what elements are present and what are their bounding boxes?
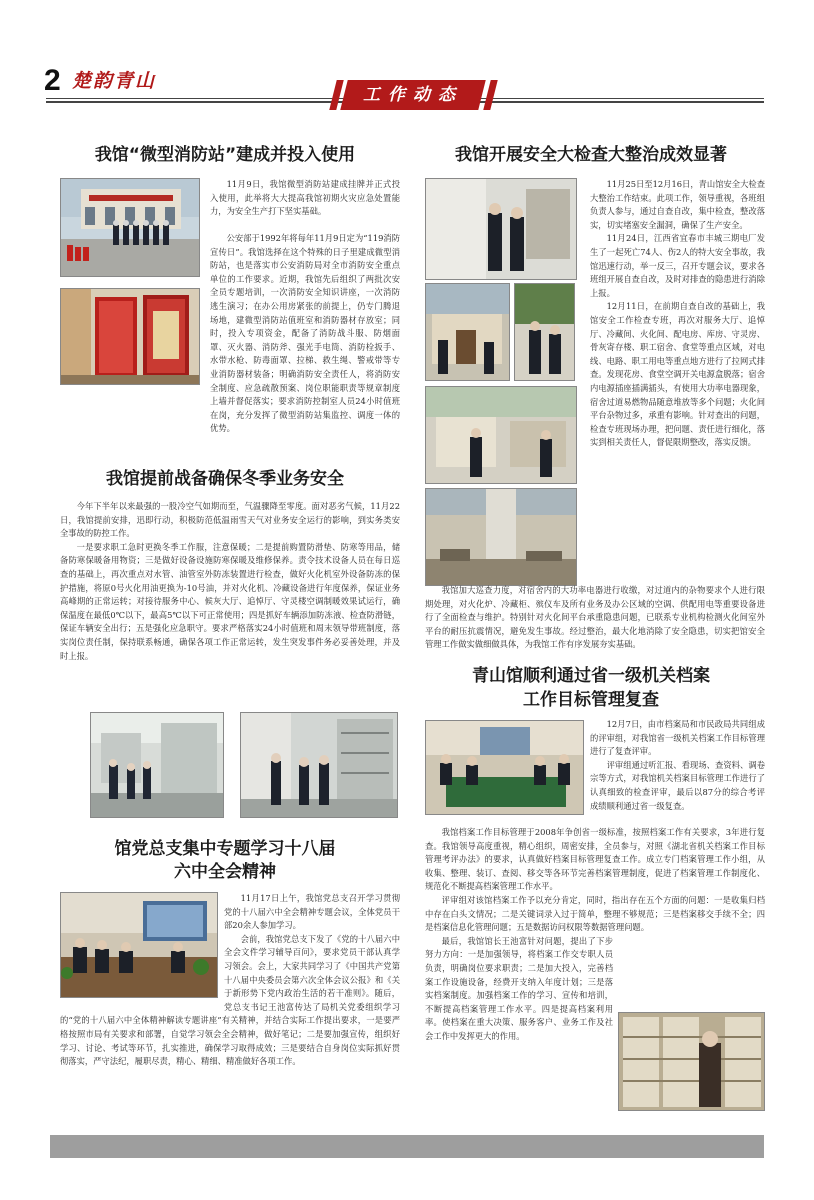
fire-article-body-bottom: [60, 385, 400, 459]
inspection-article-body-side: [590, 178, 765, 450]
party-article-body: [60, 892, 400, 1069]
inspection-paragraph-2: 11月24日，江西省宜春市丰城三期电厂发生了一起死亡74人、伤2人的特大安全事故，我馆迅速行动，举一反三，召开专题会议，要求各班组开展自查自改，及时对排查的隐患进行消除上报。: [590, 233, 765, 298]
archive-paragraph-3: 我馆档案工作目标管理于2008年争创省一级标准，按照档案工作有关要求，3年进行复查。我馆领导高度重视，精心组织，周密安排，全员参与，对照《湖北省机关档案工作目标管理考评办法》的要求，认真做好档案目标管理复查工作。成立专门档案管理工作小组，从收集、整理、装订、查阅、移交等各环节完善档案管理制度，促进了档案管理工作制度化、规范化不断提高档案管理工作水平。: [425, 827, 765, 892]
archive-paragraph-5: 最后，我馆馆长王池富针对问题，提出了下步努力方向：一是加强领导，将档案工作交专职人员负责，明确岗位要求职责；二是加大投入，完善档案工作设施设备，经费开支纳入年度计划；三是落实档案制度。加强档案工作的学习、宣传和培训，不断提高档案管理工作水平。四是提高档案利用率。使档案在重大决策、服务客户、业务工作及社会工作中发挥更大的作用。: [425, 935, 613, 1041]
fire-article-title: 我馆“微型消防站”建成并投入使用: [94, 145, 356, 165]
inspection-article-title: 我馆开展安全大检查大整治成效显著: [455, 145, 727, 165]
archive-article-body-side: [590, 718, 765, 813]
inspection-photo-2: [425, 283, 510, 381]
fire-paragraph-1: 11月9日，我馆微型消防站建成挂牌并正式投入使用，此举将大大提高我馆初期火灾应急处置能力，为安全生产打下坚实基础。: [210, 179, 400, 217]
inspection-paragraph-4: 我馆加大巡查力度，对宿舍内的大功率电器进行收缴，对过道内的杂物要求个人进行限期处理，对火化炉、冷藏柜、殡仪车及所有业务及办公区域的空调、供配用电等重要设备进行了全面检查与维护。特别针对火化间平台承重隐患问题，已联系专业机构检测火化间室外平台的耐压抗震情况，避免发生事故。经过整治，最大化地消除了安全隐患，切实把馆安全管理工作做实做细做具体，为我馆工作有序发展夯实基础。: [425, 585, 765, 650]
archive-paragraph-4: 评审组对该馆档案工作予以充分肯定，同时，指出存在五个方面的问题：一是收集归档中存在白头文情况；二是关键词录入过于简单，整理不够规范；三是档案移交手续不全；四是档案信息化管理问题；五是数据访问权限等数据管理问题。: [425, 894, 765, 933]
party-article-title-line2: 六中全会精神: [174, 862, 276, 882]
fire-paragraph-2: 公安部于1992年将每年11月9日定为“119消防宣传日”。我馆选择在这个特殊的日子里建成微型消防站，也是落实市公安消防局对全市消防安全重点单位的工作要求。近期，我馆先后组织了两批次安全员专题培训，一次消防安全知识讲座，一次消防逃生演习；在办公用房紧张的前提上，仍专门腾退场地，建微型消防站值班室和消防器材存放室；同时，投入专项资金，配备了消防战斗服、防烟面罩、灭火器、消防斧、强光手电筒、消防栓扳手、水带水枪、防毒面罩、拉梯、救生绳、警戒带等专业消防器材装备；明确消防安全责任人，将消防安全制度、应急疏散预案、岗位职能职责等规章制度上墙并督促落实；要求消防控制室人员24小时值班在岗，充分发挥了微型消防站集监控、调度一体的优势。: [210, 233, 400, 434]
winter-paragraph-2: 一是要求职工急时更换冬季工作服，注意保暖；二是提前购置防滑垫、防寒等用品，储备防寒保暖备用物资；三是做好设备设施防寒保暖及维修保养。责令技术设备人员在每日巡查的基础上，再次重点对水管、油管室外防冻装置进行检查，做好火化机室外设备防冻的保护措施，将原0号火化用油更换为-10号油，并对火化机、冷藏设备进行年度保养，保证业务高峰期的正常运转；对接待服务中心、候灰大厅、追悼厅、守灵楼空调制暖效果试运行，确保温度在最低0℃以下，最高5℃以下可正常使用；四是抓好车辆添加防冻液、检查防滑链，保证车辆安全出行；五是强化应急职守。要求严格落实24小时值班和周末领导带班制度，落实岗位责任制，保持联系畅通，确保各项工作正常运转，发生突发事件务必妥善处理，并及时上报。: [60, 541, 400, 661]
winter-article-title: 我馆提前战备确保冬季业务安全: [106, 469, 344, 489]
archive-article-title-line1: 青山馆顺利通过省一级机关档案: [472, 666, 710, 686]
inspection-photo-5: [425, 488, 577, 586]
winter-paragraph-1: 今年下半年以来最强的一股冷空气如期而至，气温骤降至零度。面对恶劣气候，11月22日，我馆提前安排，迅即行动，积极防范低温雨雪天气对业务安全运行的影响，到实务类安全事故的防控工作。: [60, 501, 400, 539]
banner-right-bracket: [483, 80, 497, 110]
party-paragraph-2: 会前，我馆党总支下发了《党的十八届六中全会文件学习辅导百问》，要求党员干部认真学习领会。会上，大家共同学习了《中国共产党第十八届中央委员会第六次全体会议公报》和《关于新形势下党内政治生活的若干准则》。随后，党总支书记王池富传达了局机关党委组织学习的“党的十八届六中全体精神解读专题讲座”有关精神，并结合实际工作提出要求，一是要严格按照市局有关要求和部署，自觉学习领会全会精神，做好笔记；二是要加强宣传，组织好学习、讨论、考试等环节，扎实推进，确保学习取得成效；三是要结合自身岗位实际抓好贯彻落实，严守法纪，履职尽责，精心、精细、精准做好各项工作。: [60, 933, 400, 1067]
inspection-article-body-bottom: [425, 584, 765, 652]
inspection-photo-3: [514, 283, 575, 381]
archive-article-title-line2: 工作目标管理复查: [523, 690, 659, 710]
masthead-logo: 楚韵青山: [72, 70, 157, 92]
inspection-paragraph-1: 11月25日至12月16日，青山馆安全大检查大整治工作结束。此项工作，领导重视，各班组负责人参与，通过自查自改，集中检查，整改落实，切实堵塞安全漏洞，确保了生产安全。: [590, 179, 765, 230]
archive-article-body: [425, 826, 765, 1044]
fire-article-body-top: [210, 178, 400, 219]
archive-review-photo: [425, 720, 584, 815]
winter-article-body: [60, 500, 400, 663]
archive-paragraph-2: 评审组通过听汇报、看现场、查资料、调卷宗等方式，对我馆机关档案目标管理工作进行了认真细致的检查评审，最后以87分的综合考评成绩顺利通过省一级复查。: [590, 759, 765, 811]
inspection-photo-1: [425, 178, 577, 280]
equipment-inspection-photo: [240, 712, 398, 818]
section-title: 工作动态: [363, 85, 463, 105]
archive-paragraph-1: 12月7日，由市档案局和市民政局共同组成的评审组，对我馆省一级机关档案工作目标管理进行了复查评审。: [590, 719, 765, 757]
party-paragraph-1: 11月17日上午，我馆党总支召开学习贯彻党的十八届六中全会精神专题会议，全体党员干部20余人参加学习。: [224, 893, 400, 931]
page-number: 2: [44, 64, 61, 97]
inspection-paragraph-3: 12月11日，在前期自查自改的基础上，我馆安全工作检查专班，再次对服务大厅、追悼厅、冷藏间、火化间、配电房、库房、守灵房、骨灰寄存楼、职工宿舍、食堂等重点区域，对电线、电路、职工用电等重点地方进行了拉网式排查。发现花房、食堂空调开关电源盒脱落；宿舍内电源插座插满插头，有使用大功率电器现象，宿舍过道易燃物品随意堆放等多个问题；火化间平台杂物过多，承重有影响。针对查出的问题，检查专班现场办理，把问题、责任进行细化，落实到相关责任人，督促限期整改，落实反馈。: [590, 301, 765, 448]
party-article-title-line1: 馆党总支集中专题学习十八届: [114, 839, 336, 859]
boiler-room-photo: [90, 712, 224, 818]
inspection-photo-4: [425, 386, 577, 484]
footer-bar: [50, 1135, 764, 1158]
